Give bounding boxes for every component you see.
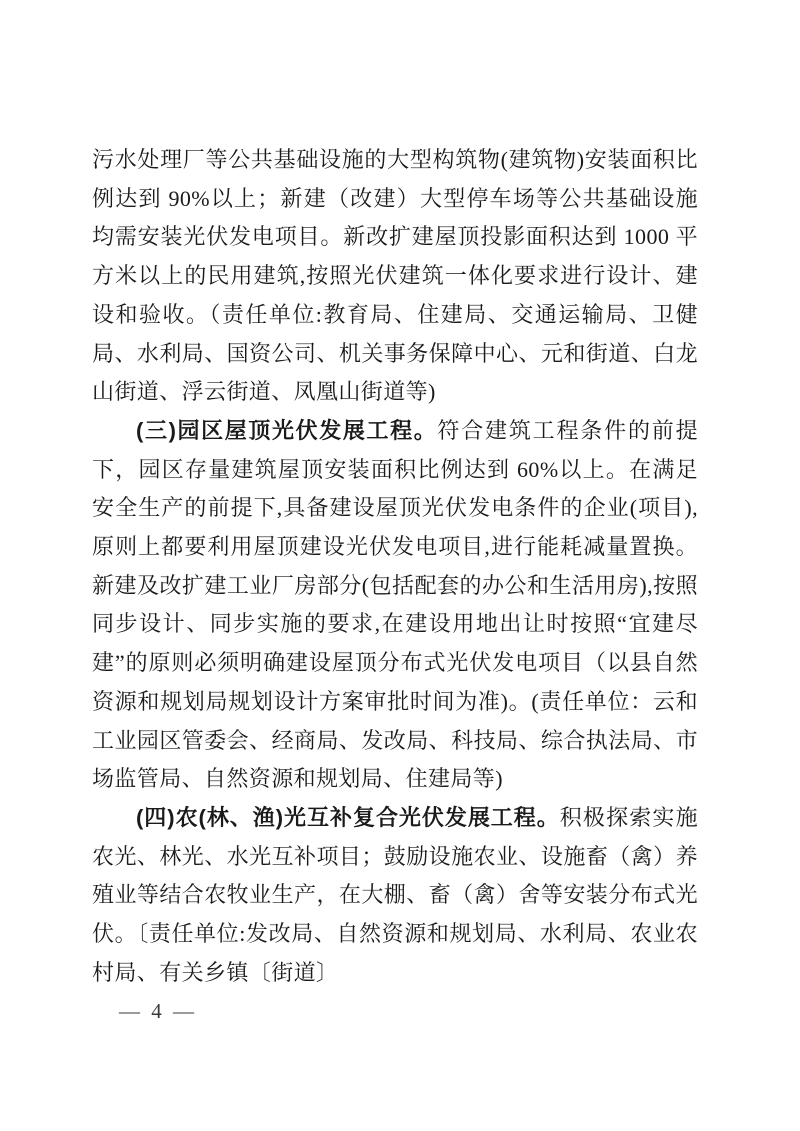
paragraph-continuation <box>92 141 698 412</box>
paragraph-text: 污水处理厂等公共基础设施的大型构筑物(建筑物)安装面积比例达到 90%以上；新建（改建）大型停车场等公共基础设施均需安装光伏发电项目。新改扩建屋顶投影面积达到 1000 平方米以上的民用建筑,按照光伏建筑一体化要求进行设计、建设和验收。（责任单位:教育局、住建局、交通运输局、卫健局、水利局、国资公司、机关事务保障中心、元和街道、白龙山街道、浮云街道、凤凰山街道等) <box>92 147 698 405</box>
paragraph-text: 积极探索实施农光、林光、水光互补项目；鼓励设施农业、设施畜（禽）养殖业等结合农牧业生产，在大棚、畜（禽）舍等安装分布式光伏。〔责任单位:发改局、自然资源和规划局、水利局、农业农村局、有关乡镇〔街道〕 <box>92 804 698 985</box>
page-number: — 4 — <box>119 999 197 1023</box>
section-4-heading: (四)农(林、渔)光互补复合光伏发展工程。 <box>136 804 560 830</box>
paragraph-text: 符合建筑工程条件的前提下，园区存量建筑屋顶安装面积比例达到 60%以上。在满足安全生产的前提下,具备建设屋顶光伏发电条件的企业(项目),原则上都要利用屋顶建设光伏发电项目,进行能耗减量置换。新建及改扩建工业厂房部分(包括配套的办公和生活用房),按照同步设计、同步实施的要求,在建设用地出让时按照“宜建尽建”的原则必须明确建设屋顶分布式光伏发电项目（以县自然资源和规划局规划设计方案审批时间为准)。(责任单位：云和工业园区管委会、经商局、发改局、科技局、综合执法局、市场监管局、自然资源和规划局、住建局等) <box>92 417 698 792</box>
document-body <box>92 141 698 992</box>
section-3-heading: (三)园区屋顶光伏发展工程。 <box>136 417 438 443</box>
page-footer <box>119 999 197 1024</box>
paragraph-section-3 <box>92 412 698 799</box>
paragraph-section-4 <box>92 799 698 993</box>
